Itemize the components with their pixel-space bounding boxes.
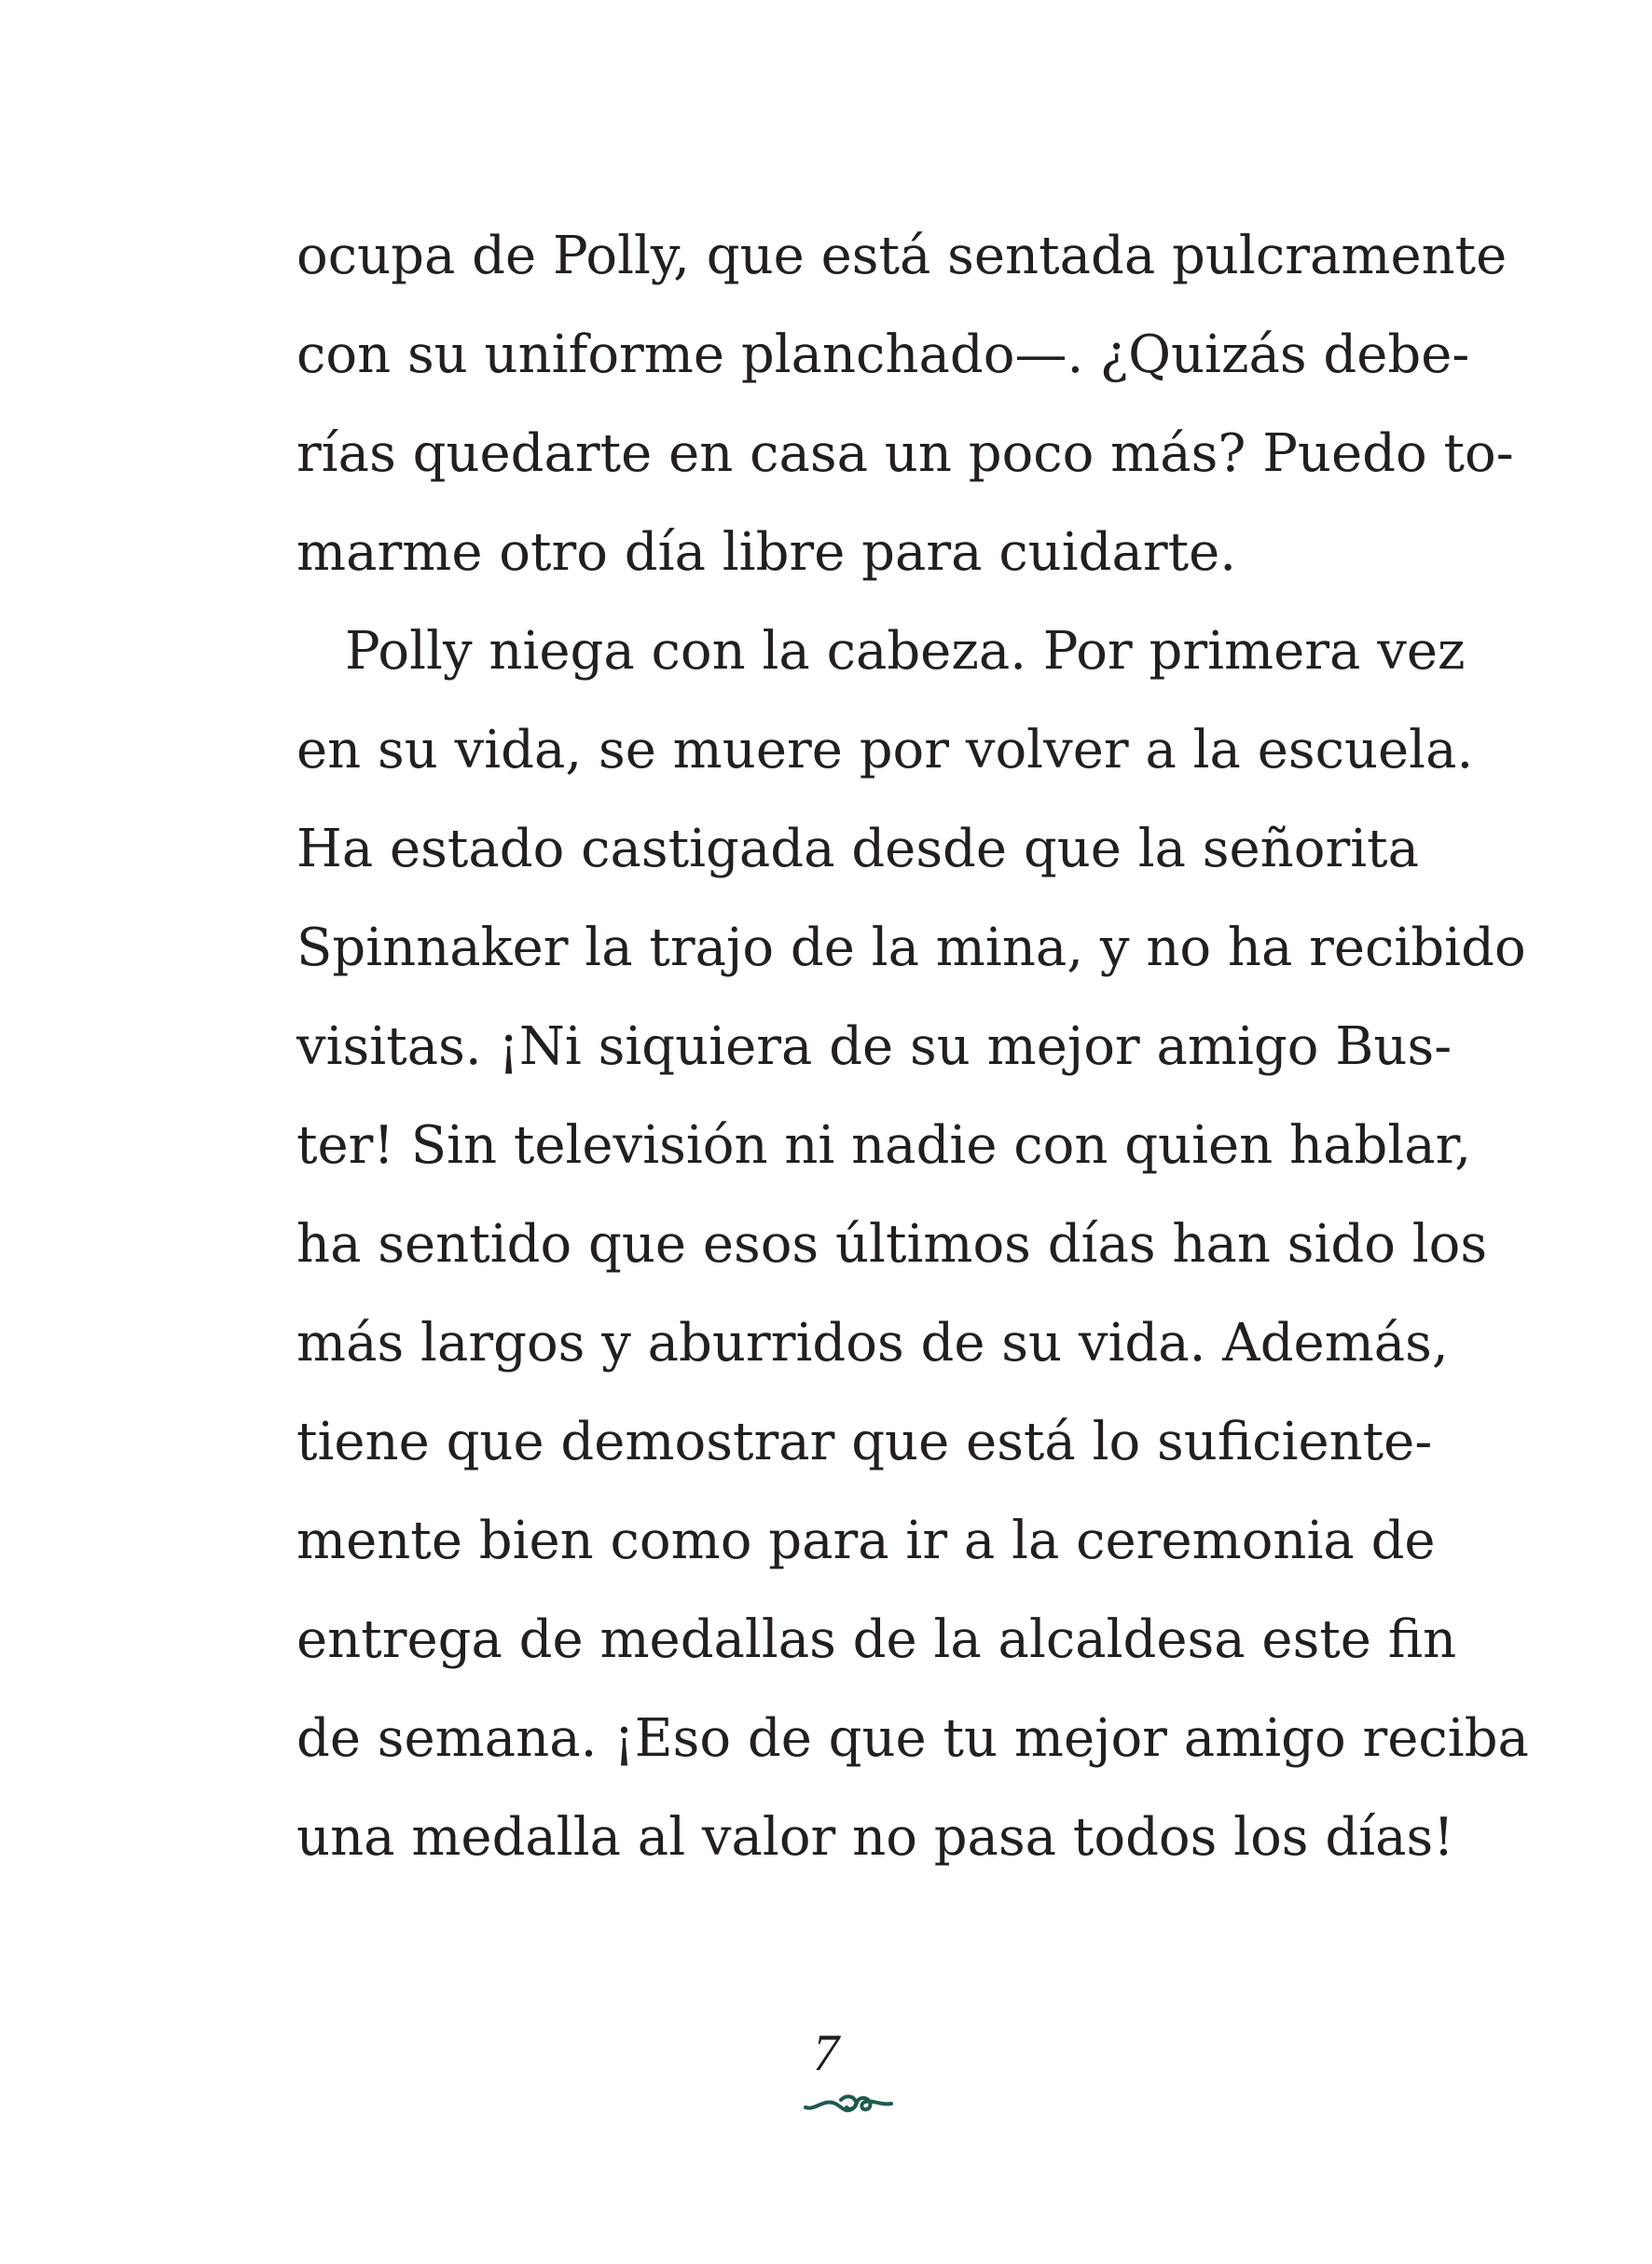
text-line: una medalla al valor no pasa todos los días!: [296, 1807, 1454, 1868]
text-line: Spinnaker la trajo de la mina, y no ha recibido: [296, 918, 1526, 978]
page-number: 7: [813, 2024, 839, 2082]
text-line: ter! Sin televisión ni nadie con quien hablar,: [296, 1115, 1472, 1176]
text-line: Polly niega con la cabeza. Por primera vez: [345, 621, 1466, 682]
text-line: en su vida, se muere por volver a la escuela.: [296, 720, 1474, 780]
text-line: entrega de medallas de la alcaldesa este fin: [296, 1609, 1457, 1670]
text-line: mente bien como para ir a la ceremonia de: [296, 1511, 1436, 1571]
text-line: ha sentido que esos últimos días han sido los: [296, 1214, 1488, 1275]
text-line: marme otro día libre para cuidarte.: [296, 522, 1237, 583]
flourish-ornament-icon: [804, 2091, 893, 2117]
text-line: visitas. ¡Ni siquiera de su mejor amigo Bus-: [296, 1016, 1452, 1077]
text-line: con su uniforme planchado—. ¿Quizás debe-: [296, 324, 1470, 385]
body-text: [296, 207, 1529, 1887]
text-line: de semana. ¡Eso de que tu mejor amigo reciba: [296, 1708, 1529, 1769]
text-line: rías quedarte en casa un poco más? Puedo to-: [296, 423, 1514, 484]
text-line: ocupa de Polly, que está sentada pulcramente: [296, 226, 1507, 286]
text-line: tiene que demostrar que está lo suficiente-: [296, 1412, 1433, 1472]
text-line: más largos y aburridos de su vida. Además,: [296, 1313, 1449, 1374]
text-line: Ha estado castigada desde que la señorita: [296, 819, 1420, 879]
